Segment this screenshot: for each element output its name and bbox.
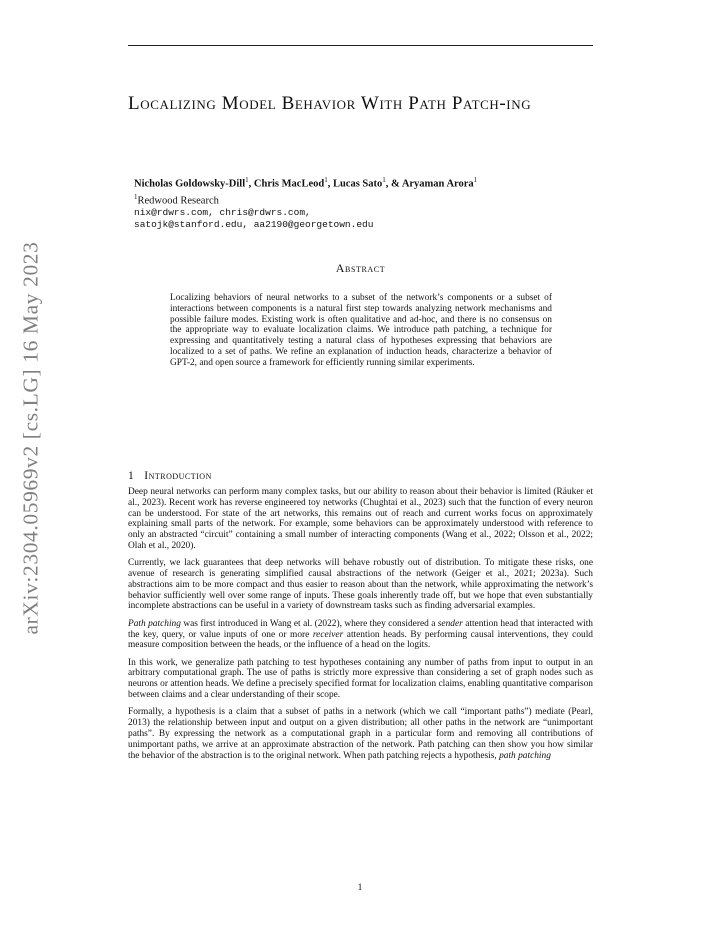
affiliation-mark: 1 bbox=[382, 176, 386, 184]
paragraph: Formally, a hypothesis is a claim that a subset of paths in a network (which we call “important paths”) mediate (Pearl, 2013) the relationship between input and output on a given distribution; all other paths in the network are “unimportant paths”. By expressing the network as a computational graph in a particular form and removing all contributions of unimportant paths, we arrive at an approximate abstraction of the network. Path patching can then show you how similar the behavior of the abstraction is to the original network. When path patching rejects a hypothesis, path patching bbox=[128, 707, 593, 761]
author-name: Aryaman Arora bbox=[401, 178, 474, 190]
section-title: Introduction bbox=[144, 470, 212, 482]
abstract-text: Localizing behaviors of neural networks to a subset of the network’s components or a subset of interactions between components is a natural first step towards analyzing network mechanisms and possible failure modes. Existing work is often qualitative and ad-hoc, and there is no consensus on the appropriate way to evaluate localization claims. We introduce path patching, a technique for expressing and quantitatively testing a natural class of hypotheses expressing that behaviors are localized to a set of paths. We refine an explanation of induction heads, characterize a behavior of GPT-2, and open source a framework for efficiently running similar experiments. bbox=[170, 293, 552, 368]
section-number: 1 bbox=[128, 470, 135, 482]
affiliation: $^1$Redwood Research bbox=[134, 192, 219, 206]
paper-title: Localizing Model Behavior With Path Patch-ing bbox=[128, 93, 532, 114]
paragraph: Deep neural networks can perform many complex tasks, but our ability to reason about their behavior is limited (Räuker et al., 2023). Recent work has reverse engineered toy networks (Chughtai et al., 2023) such that the function of every neuron can be understood. For state of the art networks, this remains out of reach and current works focus on approximately explaining small parts of the network. For example, some behaviors can be approximately understood with reference to only an abstracted “circuit” containing a small number of interacting components (Wang et al., 2022; Olsson et al., 2022; Olah et al., 2020). bbox=[128, 487, 593, 551]
author-block bbox=[134, 174, 594, 231]
abstract-heading: Abstract bbox=[335, 261, 386, 275]
paragraph: In this work, we generalize path patching to test hypotheses containing any number of paths from input to output in an arbitrary computational graph. The use of paths is strictly more expressive than considering a set of graph nodes such as neurons or attention heads. We define a precisely specified format for localization claims, enabling quantitative comparison between claims and a clear understanding of their scope. bbox=[128, 657, 593, 701]
arxiv-stamp bbox=[18, 240, 44, 636]
affiliation-mark: 1 bbox=[245, 176, 249, 184]
email-line: satojk@stanford.edu, aa2190@georgetown.edu bbox=[134, 219, 374, 230]
affiliation-mark: 1 bbox=[324, 176, 328, 184]
paragraph: Path patching was first introduced in Wang et al. (2022), where they considered a sender attention head that interacted with the key, query, or value inputs of one or more receiver attention heads. By performing causal interventions, they could measure composition between the heads, or the influence of a head on the logits. bbox=[128, 618, 593, 651]
arxiv-stamp-text: arXiv:2304.05969v2 [cs.LG] 16 May 2023 bbox=[18, 241, 43, 635]
email-line: nix@rdwrs.com, chris@rdwrs.com, bbox=[134, 207, 311, 218]
section-heading bbox=[128, 470, 212, 482]
affiliation-mark: 1 bbox=[473, 176, 478, 184]
author-emails bbox=[134, 207, 594, 231]
top-rule bbox=[128, 45, 593, 46]
page-number: 1 bbox=[357, 883, 363, 893]
author-name: Lucas Sato bbox=[332, 178, 383, 190]
author-names: Nicholas Goldowsky-Dill$^1$, Chris MacLeod$^1$, Lucas Sato$^1$, & Aryaman Arora$^1$ bbox=[134, 176, 478, 190]
author-name: Chris MacLeod bbox=[253, 178, 325, 190]
intro-body bbox=[128, 487, 593, 768]
affiliation-mark: 1 bbox=[134, 192, 138, 201]
paragraph: Currently, we lack guarantees that deep networks will behave robustly out of distribution. To mitigate these risks, one avenue of research is generating simplified causal abstractions of the network (Geiger et al., 2021; 2023a). Such abstractions aim to be more compact and thus easier to reason about than the network, while approximating the network’s behavior sufficiently well over some range of inputs. These goals inherently trade off, but we hope that even substantially incomplete abstractions can be useful in a variety of downstream tasks such as finding adversarial examples. bbox=[128, 558, 593, 612]
author-name: Nicholas Goldowsky-Dill bbox=[134, 178, 246, 190]
